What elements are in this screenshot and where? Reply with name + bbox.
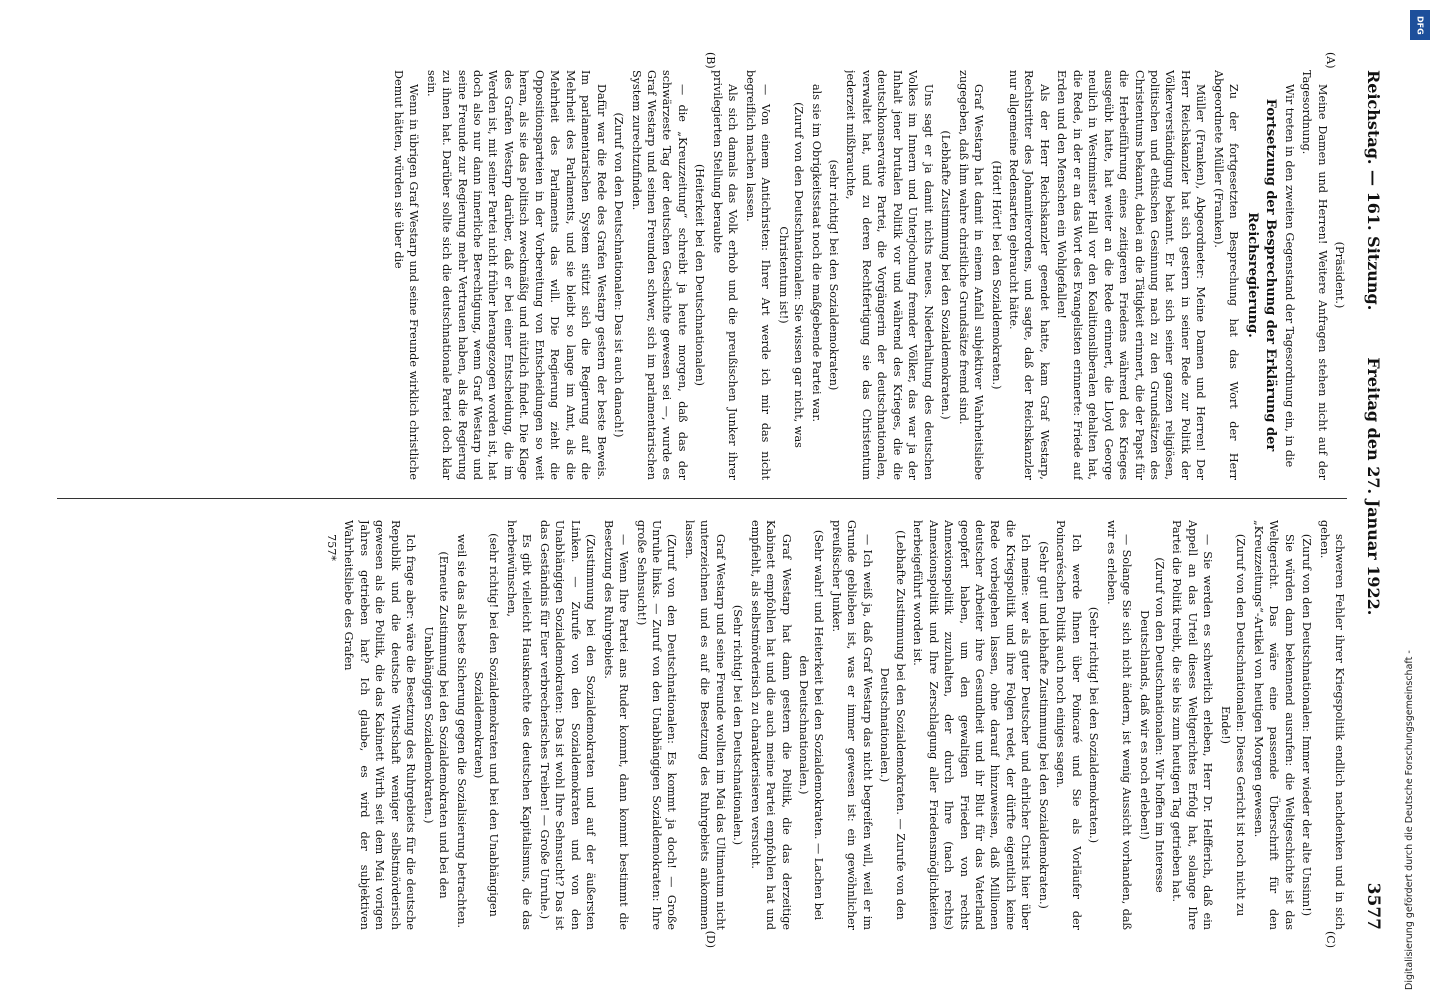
paragraph: Als sich damals das Volk erhob und die preußischen Junker ihrer privilegierten Stellung beraubte (710, 70, 740, 480)
paragraph: schweren Fehler ihrer Kriegspolitik endlich nachdenken und in sich gehen. (1317, 520, 1346, 930)
header-left: Reichstag. — 161. Sitzung. (1364, 70, 1383, 311)
paragraph: Fortsetzung der Besprechung der Erklärung der Reichsregierung. (1245, 98, 1279, 452)
paragraph: (Lebhafte Zustimmung bei den Sozialdemokraten. — Zurufe von den Deutschnationalen.) (878, 530, 907, 920)
paragraph: — Von einem Antichristen: Ihrer Art werde ich mir das nicht begreiflich machen lassen. (743, 70, 773, 480)
paragraph: Ich frage aber: wäre die Besetzung des Ruhrgebiets für die deutsche Republik und die deutsche Wirtschaft weniger selbstmörderisch gewesen als die Politik, die das Kabinett Wirth seit dem Mai vorigen Jahres getrieben hat? Ich glaube, es wird der subjektiven Wahrheitsliebe des Grafen (342, 520, 418, 930)
paragraph: (Zustimmung bei den Sozialdemokraten und auf der äußersten Linken. — Zurufe von den Sozialdemokraten und von den Unabhängigen Sozialdemokraten: Das ist wohl Ihre Sehnsucht? Das ist das Geständnis für Euer verbrecherisches Treiben! — Große Unruhe.) (537, 520, 598, 930)
dfg-logo: DFG (1410, 10, 1430, 40)
paragraph: — die „Kreuzzeitung“ schreibt ja heute morgen, daß das der schwärzeste Tag der deutschen Geschichte gewesen sei —, wurde es Graf Westarp und seinen Freunden schwer, sich im parlamentarischen System zurechtzufinden. (629, 70, 689, 480)
left-column (57, 70, 1347, 480)
paragraph: Wir treten in den zweiten Gegenstand der Tagesordnung ein, in die (1282, 84, 1296, 468)
paragraph: Müller (Franken), Abgeordneter: Meine Damen und Herren! Der Herr Reichskanzler hat sich gestern in seiner Rede zur Politik der Völkerverständigung bekannt. Er hat sich seiner ganzen religiösen, politischen und ethischen Gesinnung nach zu den Grundsätzen des Christentums bekannt, dabei an die Tätigkeit erinnert, die der Papst für die Herbeiführung eines zeitigeren Friedens während des Krieges ausgeübt hatte, hat weiter an die Rede erinnert, die Lloyd George neulich in Westminster Hall vor den Koalitionsliberalen gehalten hat, die Rede, in der er an das Wort des Evangelisten erinnerte: Friede auf Erden und den Menschen ein Wohlgefallen! (1055, 70, 1208, 480)
margin-mark-d: (D) (704, 930, 717, 948)
paragraph: Graf Westarp hat dann gestern die Politik, die das derzeitige Kabinett empfohlen hat und die auch meine Partei empfohlen hat und empfiehlt, als selbstmörderisch zu charakterisieren versucht. (748, 520, 793, 930)
paragraph: — Wenn Ihre Partei ans Ruder kommt, dann kommt bestimmt die Besetzung des Ruhrgebiets. (601, 520, 631, 930)
page-header (1357, 70, 1389, 930)
column-divider (57, 498, 1347, 499)
paragraph: (Zuruf von den Deutschnationalen: Es kommt ja doch! — Große Unruhe links. — Zuruf von den Unabhängigen Sozialdemokraten: Ihre große Sehnsucht!) (634, 520, 679, 930)
paragraph: Dafür war die Rede des Grafen Westarp gestern der beste Beweis. Im parlamentarischen System stützt sich die Regierung auf die Mehrheit des Parlaments, und sie bleibt so lange im Amt, als die Mehrheit des Parlaments das will. Die Regierung zieht die Oppositionsparteien in der Vorbereitung von Entscheidungen so weit heran, als sie das politisch zweckmäßig und nützlich findet. Die Klage des Grafen Westarp darüber, daß er bei einer Entscheidung, die im Werden ist, mit seiner Partei nicht früher herangezogen worden ist, hat doch also nur dann innerliche Berechtigung, wenn Graf Westarp und seine Freunde zur Regierung mehr Vertrauen haben, als die Regierung zu ihnen hat. Darüber sollte sich die deutschnationale Partei doch klar sein. (424, 70, 608, 480)
margin-mark-a: (A) (1324, 52, 1337, 69)
paragraph: Sie würden dann bekennend ausrufen: die Weltgeschichte ist das Weltgericht. Das wäre eine passende Überschrift für den „Kreuzzeitungs“-Artikel von heutigen Morgen gewesen. (1251, 520, 1296, 930)
paragraph: (Lebhafte Zustimmung bei den Sozialdemokraten.) (939, 130, 953, 420)
paragraph: (sehr richtig! bei den Sozialdemokraten) (826, 159, 840, 391)
header-date: Freitag den 27. Januar 1922. (1364, 357, 1383, 616)
paragraph: (Hört! Hört! bei den Sozialdemokraten.) (989, 160, 1003, 390)
digitization-credit: Digitalisierung gefördert durch die Deutsche Forschungsgemeinschaft - (1404, 650, 1415, 990)
paragraph: (Zuruf von den Deutschnationalen: Dieses Gericht ist noch nicht zu Ende!) (1218, 533, 1248, 917)
paragraph: (Zuruf von den Deutschnationalen: Das ist auch danach!) (612, 112, 626, 438)
paragraph: (Sehr richtig! bei den Sozialdemokraten.) (1087, 606, 1101, 844)
paragraph: — Solange Sie sich nicht ändern, ist wenig Aussicht vorhanden, daß wir es erleben. (1104, 520, 1134, 930)
margin-mark-c: (C) (1324, 931, 1337, 948)
paragraph: Als der Herr Reichskanzler geendet hatte, kam Graf Westarp, Rechtsritter des Johanniterordens, und sagte, daß der Reichskanzler nur allgemeine Redensarten gebraucht hätte. (1006, 70, 1051, 480)
header-right (1363, 357, 1383, 930)
page-number: 3577 (1363, 882, 1383, 930)
paragraph: Meine Damen und Herren! Weitere Anfragen stehen nicht auf der Tagesordnung. (1300, 70, 1329, 480)
paragraph: Uns sagt er ja damit nichts neues. Niederhaltung des deutschen Volkes im Innern und Unterjochung fremder Völker, das war ja der Inhalt jener brutalen Politik vor und während des Krieges, die die deutschkonservative Partei, die Vorgängerin der deutschnationalen, verwaltet hat, und zu deren Rechtfertigung sie das Christentum jederzeit mißbrauchte, (844, 70, 935, 480)
paragraph: (Präsident.) (1333, 241, 1346, 309)
paragraph: Ich meine: wer als guter Deutscher und ehrlicher Christ hier über die Kriegspolitik und ihre Folgen redet, der dürfte eigentlich keine Rede vorbeigehen lassen, ohne darauf hinzuweisen, daß Millionen deutscher Arbeiter ihre Gesundheit und ihr Blut für das Vaterland geopfert haben, um den gewaltigen Frieden von rechts Annexionspolitik zuzuhalten, der durch Ihre (nach rechts) Annexionspolitik und Ihre Zerschlagung aller Friedensmöglichkeiten herbeigeführt worden ist. (911, 520, 1033, 930)
paragraph: als sie im Obrigkeitsstaat noch die maßgebende Partei war. (809, 84, 823, 423)
right-column (57, 520, 1347, 930)
paragraph: (Erneute Zustimmung bei den Sozialdemokraten und bei den Unabhängigen Sozialdemokraten.) (421, 551, 451, 899)
paragraph: 757* (324, 534, 338, 561)
paragraph: (Zuruf von den Deutschnationalen: Immer wieder der alte Unsinn!) (1300, 533, 1314, 917)
paragraph: Graf Westarp hat damit in einem Anfall subjektiver Wahrheitsliebe zugegeben, daß ihm wahre christliche Grundsätze fremd sind. (956, 70, 986, 480)
rotated-newspaper-page (27, 50, 1407, 950)
margin-mark-b: (B) (704, 52, 717, 69)
paragraph: (Zuruf von den Deutschnationalen: Wir hoffen im Interesse Deutschlands, daß wir es noch erleben!) (1137, 557, 1167, 893)
paragraph: (sehr richtig! bei den Sozialdemokraten und bei den Unabhängigen Sozialdemokraten) (471, 533, 501, 917)
paragraph: (Sehr gut! und lebhafte Zustimmung bei den Sozialdemokraten.) (1036, 541, 1050, 909)
paragraph: (Sehr wahr! und Heiterkeit bei den Sozialdemokraten. — Lachen bei den Deutschnationalen.) (797, 529, 826, 921)
paragraph: Zu der fortgesetzten Besprechung hat das Wort der Herr Abgeordnete Müller (Franken). (1211, 70, 1241, 480)
paragraph: Wenn in übrigen Graf Westarp und seine Freunde wirklich christliche Demut hätten, würden sie über die (391, 70, 421, 480)
paragraph: Ich werde Ihnen über Poincaré und Sie als Vorläufer der Poincaréschen Politik auch noch einiges sagen. (1054, 520, 1083, 930)
paragraph: weil sie das als beste Sicherung gegen die Sozialisierung betrachten. (454, 534, 468, 929)
paragraph: Es gibt vielleicht Hausknechte des deutschen Kapitalismus, die das herbeiwünschen, (504, 520, 534, 930)
paragraph: (Zuruf von den Deutschnationalen: Sie wissen gar nicht, was Christentum ist!) (776, 102, 806, 448)
paragraph: (Heiterkeit bei den Deutschnationalen) (693, 163, 707, 387)
paragraph: — Sie werden es schwerlich erleben, Herr Dr. Helfferich, daß ein Appell an das Urteil dieses Weltgerichtes Erfolg hat, solange Ihre Partei die Politik treibt, die sie bis zum heutigen Tag getrieben hat. (1170, 520, 1215, 930)
paragraph: Graf Westarp und seine Freunde wollten im Mai das Ultimatum nicht unterzeichnen und es auf die Besetzung des Ruhrgebiets ankommen lassen. (682, 520, 727, 930)
paragraph: (Sehr richtig! bei den Deutschnationalen.) (731, 604, 745, 846)
paragraph: — Ich weiß ja, daß Graf Westarp das nicht begreifen will, weil er im Grunde geblieben ist, was er immer gewesen ist: ein gewöhnlicher preußischer Junker. (829, 520, 874, 930)
